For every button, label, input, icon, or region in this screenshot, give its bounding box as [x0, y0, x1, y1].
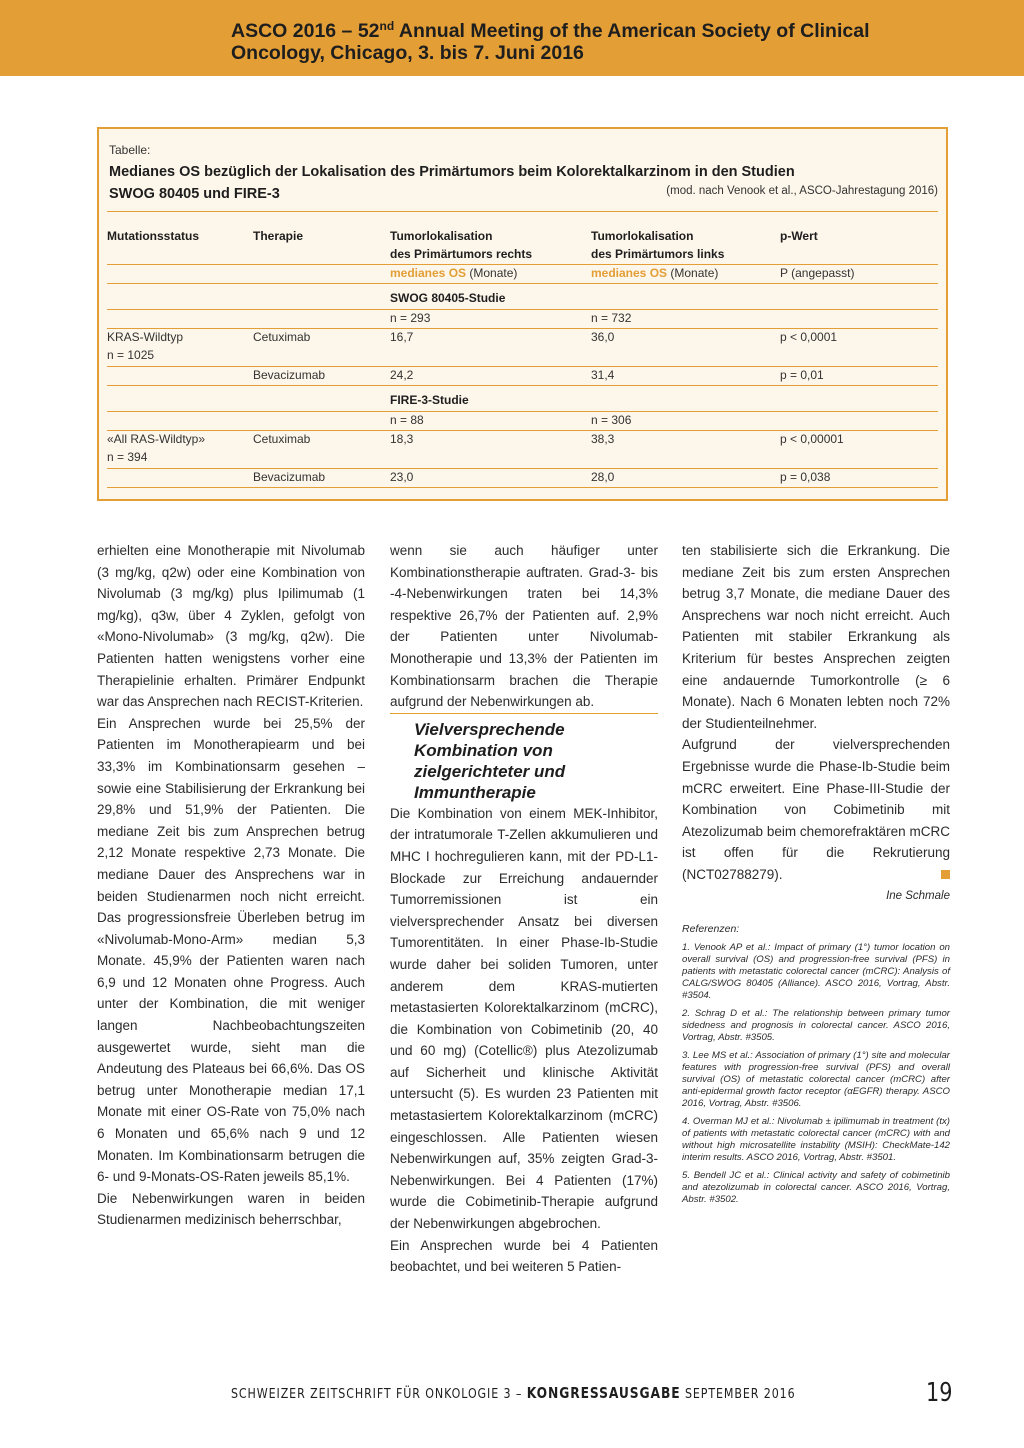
article-column-1 [97, 540, 365, 1231]
page-footer [231, 1384, 796, 1402]
status-n: n = 1025 [107, 348, 155, 362]
col-header-right [390, 227, 532, 263]
paragraph: Ein Ansprechen wurde bei 4 Patienten beobachtet, und bei weiteren 5 Patien- [390, 1237, 658, 1275]
table-row [107, 468, 938, 488]
reference-item: 3. Lee MS et al.: Association of primary (1°) site and molecular features with progression-free survival (PFS) and overall survival (OS) of metastatic colorectal cancer (mCRC) after anti-epidermal growth factor receptor (αEGFR) therapy. ASCO 2016, Vortrag, Abstr. #3506. [682, 1049, 950, 1109]
paragraph: Ein Ansprechen wurde bei 25,5% der Patienten im Monotherapiearm und bei 33,3% im Kombinationsarm gesehen – sowie eine Stabilisierung der Erkrankung bei 29,8% und 51,9% der Patienten. Die mediane Zeit bis zum Ansprechen betrug 2,12 Monate respektive 2,73 Monate. Die mediane Dauer des Ansprechens war in beiden Studienarmen noch nicht erreicht. Das progressionsfreie Überleben betrug im «Nivolumab-Mono-Arm» median 5,3 Monate. 45,9% der Patienten waren nach 6,9 und 12 Monaten ohne Progress. Auch unter der Kombination, die mit weniger langen Nachbeobachtungszeiten ausgewertet wurde, sieht man die Andeutung des Plateaus bei 66,6%. Das OS betrug unter Monotherapie median 17,1 Monate mit einer OS-Rate von 75,0% nach 6 Monaten und 65,6% nach 9 und 12 Monaten. Im Kombinationsarm betrugen die 6- und 9-Monats-OS-Raten jeweils 85,1%. [97, 715, 365, 1185]
author: Ine Schmale [886, 889, 950, 902]
table-heading-line2: SWOG 80405 und FIRE-3 [109, 186, 280, 202]
table-caption: Tabelle: [109, 143, 151, 157]
paragraph: Die Nebenwirkungen waren in beiden Studienarmen medizinisch beherrschbar, [97, 1190, 365, 1228]
col-header-left [591, 227, 724, 263]
table-row [107, 430, 938, 469]
paragraph: ten stabilisierte sich die Erkrankung. Die mediane Zeit bis zum ersten Ansprechen betrug 3,7 Monate, die mediane Dauer des Ansprechens war noch nicht erreicht. Auch Patienten mit stabiler Erkrankung als Kriterium für bestes Ansprechen zeigten eine andauernde Tumorkontrolle (≥ 6 Monate). Nach 6 Monaten lebten noch 72% der Studienteilnehmer. [682, 543, 950, 731]
os-label-right: medianes OS [390, 266, 467, 280]
footer-journal: SCHWEIZER ZEITSCHRIFT FÜR ONKOLOGIE 3 – [231, 1386, 523, 1402]
footer-date: SEPTEMBER 2016 [684, 1386, 796, 1402]
page-number: 19 [926, 1378, 953, 1408]
col-header-left-l2: des Primärtumors links [591, 247, 725, 261]
p-value: p = 0,01 [780, 368, 824, 382]
study-name-row [107, 385, 938, 412]
table-box [97, 127, 948, 501]
n-right: n = 88 [390, 413, 424, 427]
paragraph-text: Aufgrund der vielversprechenden Ergebnisse wurde die Phase-Ib-Studie beim mCRC erweitert. Eine Phase-III-Studie der Kombination von Cobimetinib mit Atezolizumab beim chemorefraktären mCRC ist offen für die Rekrutierung (NCT02788279). [682, 737, 950, 882]
os-left: 28,0 [591, 470, 615, 484]
p-value: p < 0,00001 [780, 432, 844, 446]
header-title-line1-pre: ASCO 2016 – 52 [231, 20, 380, 42]
paragraph: wenn sie auch häufiger unter Kombinationstherapie auftraten. Grad-3- bis -4-Nebenwirkungen traten bei 14,3% respektive 26,7% der Patienten auf. 2,9% der Patienten unter Nivolumab-Monotherapie und 13,3% der Patienten im Kombinationsarm brachen die Therapie aufgrund der Nebenwirkungen ab. [390, 543, 658, 710]
reference-item: 5. Bendell JC et al.: Clinical activity and safety of cobimetinib and atezolizumab in colorectal cancer. ASCO 2016, Vortrag, Abstr. #3502. [682, 1169, 950, 1205]
status-n: n = 394 [107, 450, 148, 464]
table-heading-line1: Medianes OS bezüglich der Lokalisation des Primärtumors beim Kolorektalkarzinom in den Studien [109, 164, 795, 180]
section-subheading: Vielversprechende Kombination von zielgerichteter und Immuntherapie [390, 713, 658, 803]
table-source: (mod. nach Venook et al., ASCO-Jahrestagung 2016) [666, 185, 938, 197]
os-right: 18,3 [390, 432, 414, 446]
os-label-left: medianes OS [591, 266, 668, 280]
paragraph: erhielten eine Monotherapie mit Nivolumab (3 mg/kg, q2w) oder eine Kombination von Nivolumab (3 mg/kg) plus Ipilimumab (1 mg/kg), q3w, über 4 Zyklen, gefolgt von «Mono-Nivolumab» (3 mg/kg, q2w). Die Patienten hatten wenigstens vorher eine Therapielinie erhalten. Primärer Endpunkt war das Ansprechen nach RECIST-Kriterien. [97, 543, 365, 710]
mutation-status [107, 328, 183, 364]
n-left: n = 732 [591, 311, 632, 325]
col-header-therapy: Therapie [253, 229, 304, 243]
end-square-icon [941, 870, 950, 879]
col-header-mutation: Mutationsstatus [107, 229, 200, 243]
mutation-status [107, 430, 205, 466]
status-label: KRAS-Wildtyp [107, 330, 184, 344]
header-title-line1-post: Annual Meeting of the American Society of Clinical [394, 20, 870, 42]
therapy: Bevacizumab [253, 470, 326, 484]
paragraph: Die Kombination von einem MEK-Inhibitor, der intratumorale T-Zellen akkumulieren und MHC I hochregulieren kann, mit der PD-L1-Blockade zur Erreichung andauernder Tumorremissionen ist ein vielversprechender Ansatz bei diversen Tumorentitäten. In einer Phase-Ib-Studie wurde daher bei soliden Tumoren, unter anderem dem KRAS-mutierten metastasierten Kolorektalkarzinom (mCRC), die Kombination von Cobimetinib (20, 40 und 60 mg) (Cotellic®) plus Atezolizumab auf Sicherheit und klinische Aktivität untersucht (5). Es wurden 23 Patienten mit metastasiertem Kolorektalkarzinom (mCRC) eingeschlossen. Alle Patienten wiesen Nebenwirkungen auf, 35% zeigten Grad-3-Nebenwirkungen. Bei 4 Patienten (17%) wurde die Cobimetinib-Therapie aufgrund der Nebenwirkungen abgebrochen. [390, 805, 658, 1232]
study-n-row [107, 309, 938, 329]
os-left: 31,4 [591, 368, 615, 382]
header-title-line2: Oncology, Chicago, 3. bis 7. Juni 2016 [231, 42, 584, 64]
footer-edition: KONGRESSAUSGABE [526, 1384, 681, 1402]
os-left: 36,0 [591, 330, 615, 344]
p-value: p = 0,038 [780, 470, 831, 484]
p-value: p < 0,0001 [780, 330, 838, 344]
article-column-2 [390, 540, 658, 1278]
units-p: P (angepasst) [780, 266, 855, 280]
article-column-3 [682, 540, 950, 1206]
table-top-rule [107, 211, 938, 212]
table-heading [109, 161, 939, 205]
os-right: 24,2 [390, 368, 414, 382]
study-name: SWOG 80405-Studie [390, 291, 506, 305]
page-header-title [231, 20, 1011, 64]
study-n-row [107, 411, 938, 431]
study-name: FIRE-3-Studie [390, 393, 469, 407]
col-header-right-l1: Tumorlokalisation [390, 229, 493, 243]
reference-item: 1. Venook AP et al.: Impact of primary (1°) tumor location on overall survival (OS) and progression-free survival (PFS) in patients with metastatic colorectal cancer (mCRC): Analysis of CALG/SWOG 80405 (Alliance). ASCO 2016, Vortrag, Abstr. #3504. [682, 941, 950, 1001]
col-header-right-l2: des Primärtumors rechts [390, 247, 533, 261]
n-left: n = 306 [591, 413, 632, 427]
table-row [107, 328, 938, 367]
reference-item: 4. Overman MJ et al.: Nivolumab ± ipilimumab in treatment (tx) of patients with metastatic colorectal cancer (mCRC) with and without high microsatellite instability (MSIH): CheckMate-142 interim results. ASCO 2016, Vortrag, Abstr. #3501. [682, 1115, 950, 1163]
os-right: 16,7 [390, 330, 414, 344]
units-left [591, 264, 718, 282]
table-header-row [107, 227, 938, 265]
months-right: (Monate) [469, 266, 518, 280]
therapy: Bevacizumab [253, 368, 326, 382]
status-label: «All RAS-Wildtyp» [107, 432, 206, 446]
col-header-p: p-Wert [780, 229, 818, 243]
reference-item: 2. Schrag D et al.: The relationship between primary tumor sidedness and prognosis in colorectal cancer. ASCO 2016, Vortrag, Abstr. #3505. [682, 1007, 950, 1043]
paragraph [682, 734, 950, 885]
os-right: 23,0 [390, 470, 414, 484]
study-name-row [107, 283, 938, 310]
col-header-left-l1: Tumorlokalisation [591, 229, 694, 243]
therapy: Cetuximab [253, 432, 311, 446]
therapy: Cetuximab [253, 330, 311, 344]
references-heading: Referenzen: [682, 922, 740, 935]
months-left: (Monate) [670, 266, 719, 280]
table-row [107, 366, 938, 386]
os-left: 38,3 [591, 432, 615, 446]
header-title-sup: nd [379, 19, 395, 33]
n-right: n = 293 [390, 311, 431, 325]
units-right [390, 264, 517, 282]
table-units-row [107, 264, 938, 284]
